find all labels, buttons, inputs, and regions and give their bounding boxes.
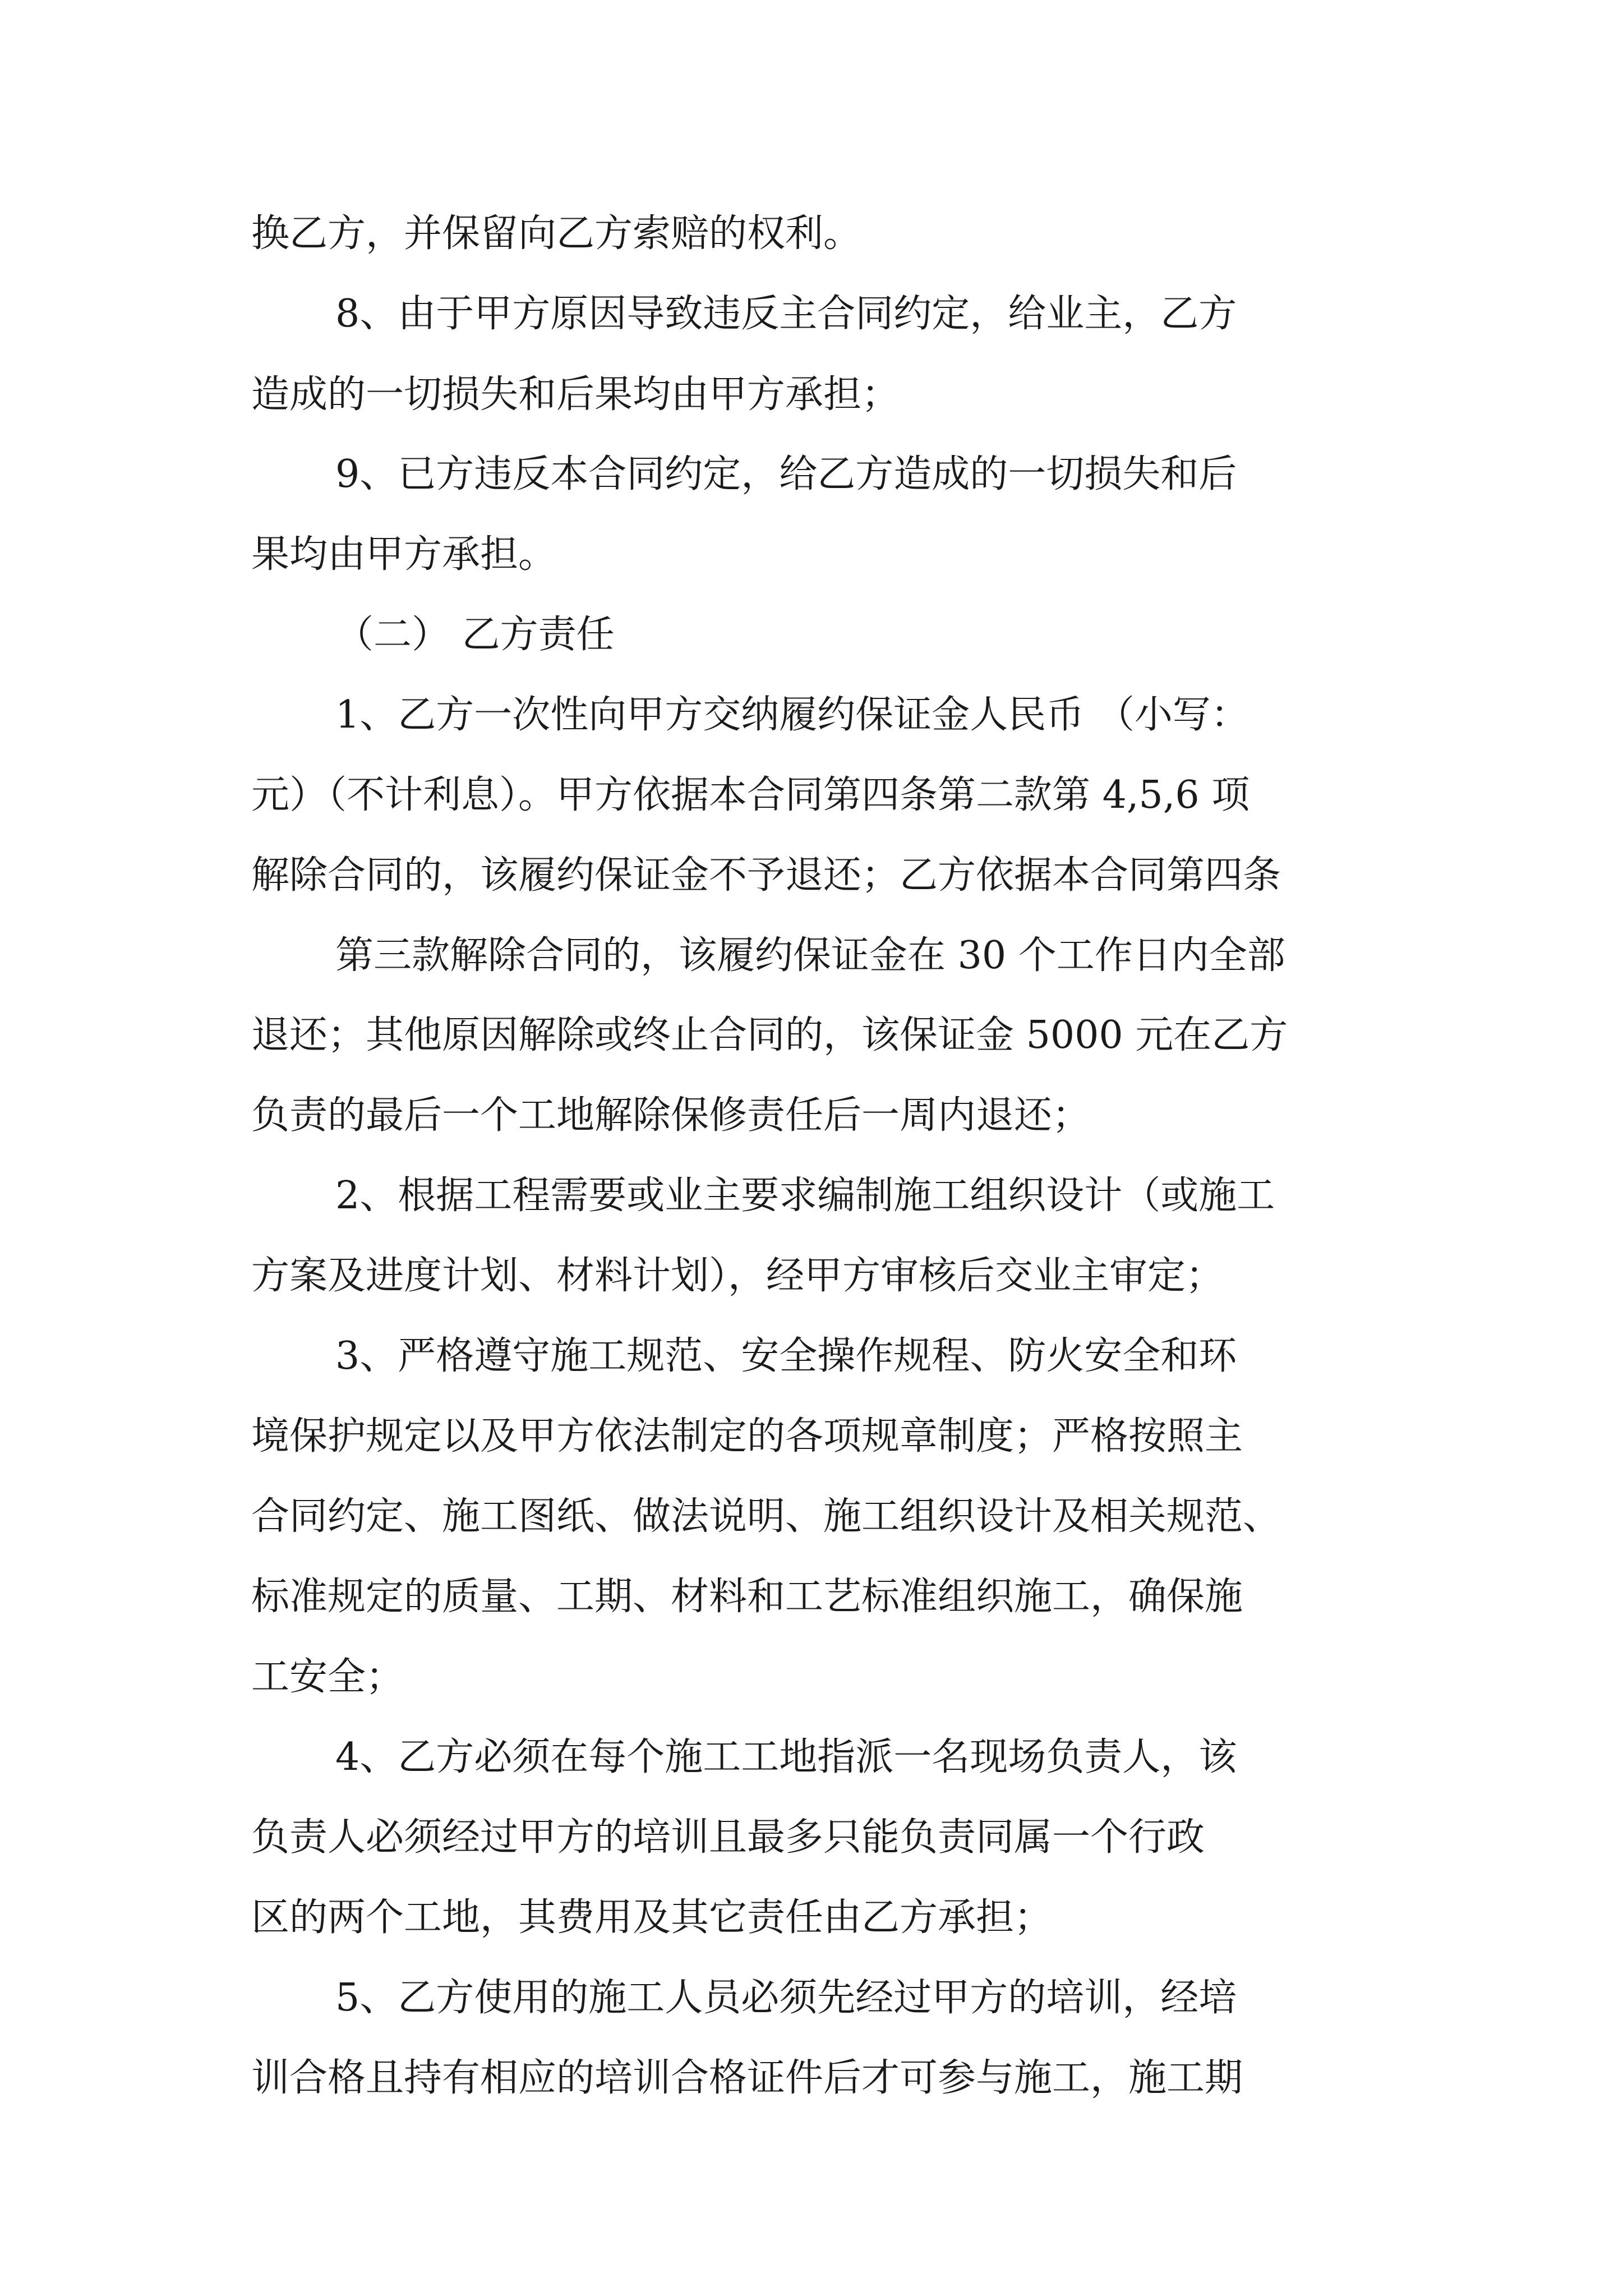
text-line: 解除合同的，该履约保证金不予退还；乙方依据本合同第四条 (251, 853, 1281, 898)
text-line: 9、已方违反本合同约定，给乙方造成的一切损失和后 (335, 452, 1237, 496)
text-line: 造成的一切损失和后果均由甲方承担； (251, 372, 900, 417)
text-line: 3、严格遵守施工规范、安全操作规程、防火安全和环 (335, 1334, 1237, 1378)
text-line: 合同约定、施工图纸、做法说明、施工组织设计及相关规范、 (251, 1494, 1281, 1539)
text-line: 标准规定的质量、工期、材料和工艺标准组织施工，确保施 (251, 1575, 1243, 1619)
text-line: 境保护规定以及甲方依法制定的各项规章制度；严格按照主 (251, 1414, 1243, 1458)
text-line: 果均由甲方承担。 (251, 532, 557, 577)
text-line: 4、乙方必须在每个施工工地指派一名现场负责人，该 (335, 1735, 1237, 1779)
text-line: 元）（不计利息）。甲方依据本合同第四条第二款第 4,5,6 项 (251, 773, 1250, 817)
text-line: 5、乙方使用的施工人员必须先经过甲方的培训，经培 (335, 1976, 1237, 2020)
text-line: 负责的最后一个工地解除保修责任后一周内退还； (251, 1093, 1091, 1138)
text-line: 区的两个工地，其费用及其它责任由乙方承担； (251, 1895, 1053, 1940)
text-line: 8、由于甲方原因导致违反主合同约定，给业主，乙方 (335, 292, 1237, 336)
text-line: 2、根据工程需要或业主要求编制施工组织设计（或施工 (335, 1174, 1275, 1218)
text-line: 方案及进度计划、材料计划），经甲方审核后交业主审定； (251, 1254, 1224, 1298)
text-line: 训合格且持有相应的培训合格证件后才可参与施工，施工期 (251, 2056, 1243, 2100)
text-line: 第三款解除合同的，该履约保证金在 30 个工作日内全部 (335, 933, 1285, 978)
text-line: 换乙方，并保留向乙方索赔的权利。 (251, 211, 862, 256)
text-line: 负责人必须经过甲方的培训且最多只能负责同属一个行政 (251, 1815, 1205, 1860)
text-line: 1、乙方一次性向甲方交纳履约保证金人民币 （小写： (335, 693, 1249, 737)
text-line: （二） 乙方责任 (335, 613, 615, 657)
text-line: 退还；其他原因解除或终止合同的，该保证金 5000 元在乙方 (251, 1013, 1288, 1057)
text-line: 工安全； (251, 1655, 404, 1699)
